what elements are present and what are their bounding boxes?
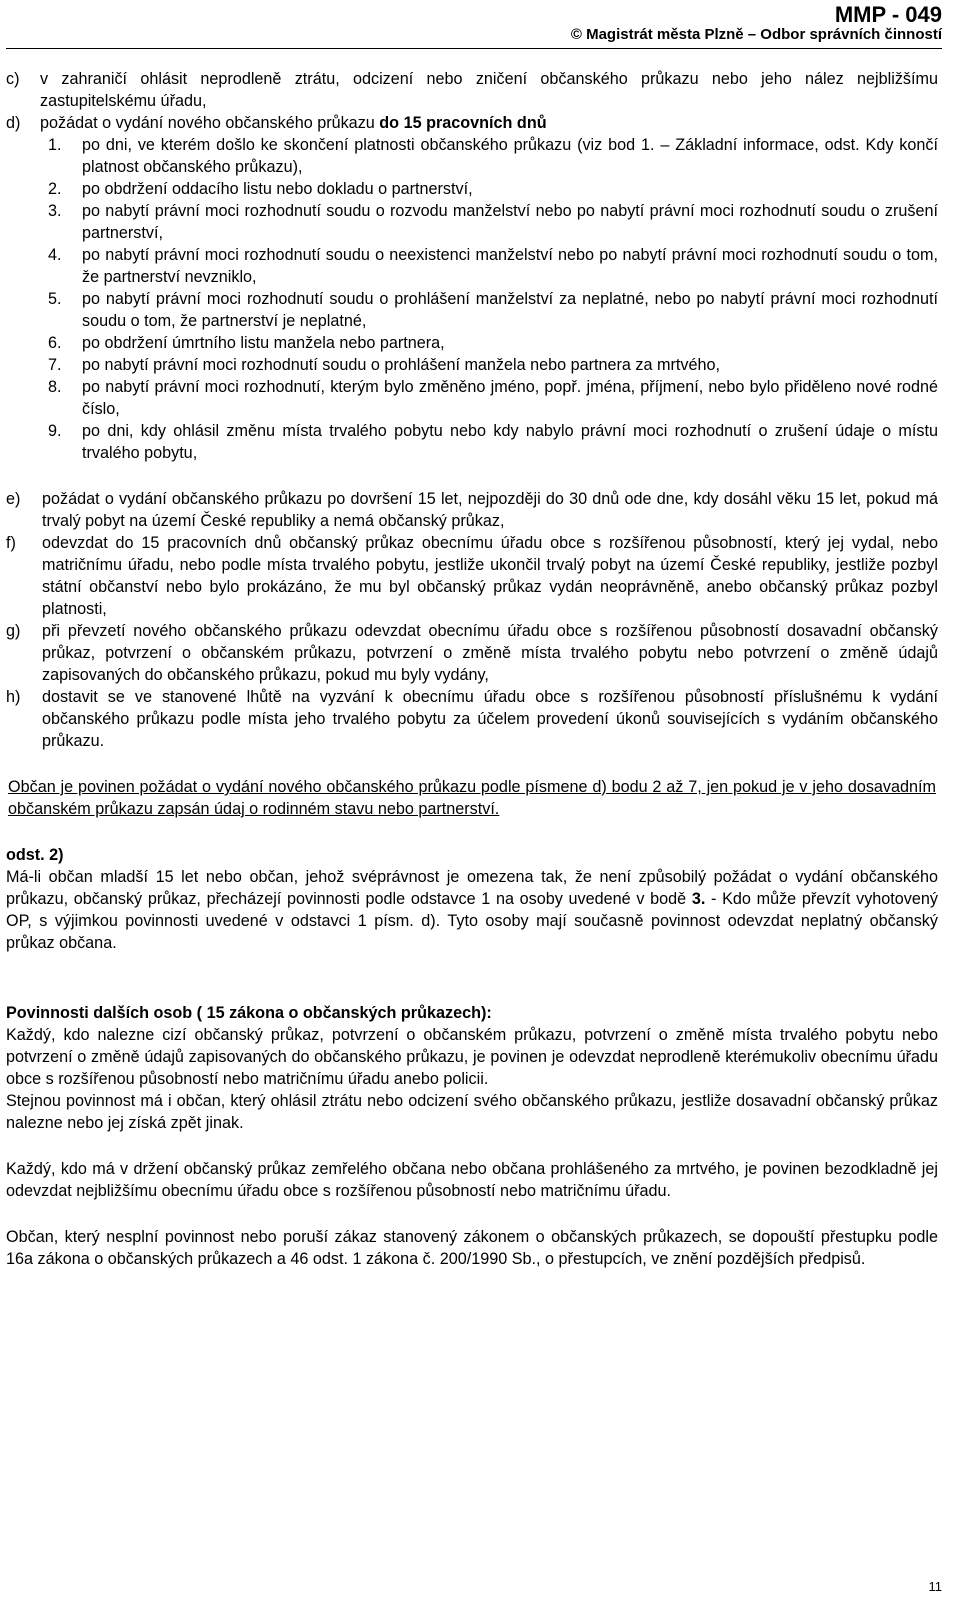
sub-list-number: 8.: [48, 378, 62, 396]
povinnosti-p4: Občan, který nesplní povinnost nebo poruší zákaz stanovený zákonem o občanských průkazech, se dopouští přestupku podle 16a zákona o občanských průkazech a 46 odst. 1 zákona č. 200/1990 Sb., o přestupcích, ve znění pozdějších předpisů.: [6, 1228, 938, 1268]
sub-list-item: [48, 332, 938, 354]
sub-list-item: [48, 288, 938, 332]
sub-list-number: 2.: [48, 180, 62, 198]
list-label: c): [6, 70, 20, 88]
sub-list-text: po nabytí právní moci rozhodnutí, kterým bylo změněno jméno, popř. jména, příjmení, nebo bylo přiděleno nové rodné číslo,: [82, 378, 938, 418]
sub-list-item: [48, 134, 938, 178]
sub-list-text: po dni, kdy ohlásil změnu místa trvalého pobytu nebo kdy nabylo právní moci rozhodnutí o zrušení údaje o místu trvalého pobytu,: [82, 422, 938, 462]
list-text: v zahraničí ohlásit neprodleně ztrátu, odcizení nebo zničení občanského průkazu nebo jeho nález nejbližšímu zastupitelskému úřadu,: [40, 70, 938, 110]
list-label: f): [6, 534, 16, 552]
list-item-e: [6, 488, 938, 532]
sub-list-d: [48, 134, 938, 464]
sub-list-text: po dni, ve kterém došlo ke skončení platnosti občanského průkazu (viz bod 1. – Základní informace, odst. Kdy končí platnost občanského průkazu),: [82, 136, 938, 176]
sub-list-item: [48, 244, 938, 288]
list-text-pre: požádat o vydání nového občanského průkazu: [40, 114, 380, 132]
sub-list-text: po obdržení oddacího listu nebo dokladu o partnerství,: [82, 180, 473, 198]
sub-list-item: [48, 200, 938, 244]
list-text: dostavit se ve stanovené lhůtě na vyzvání k obecnímu úřadu obce s rozšířenou působností příslušnému k vydání občanského průkazu podle místa jeho trvalého pobytu za účelem provedení úkonů souvisejících s vydáním občanského průkazu.: [42, 688, 938, 750]
list-item-f: [6, 532, 938, 620]
povinnosti-p2: Stejnou povinnost má i občan, který ohlásil ztrátu nebo odcizení svého občanského průkazu, jestliže dosavadní občanský průkaz nalezne nebo jej získá zpět jinak.: [6, 1092, 938, 1132]
povinnosti-p3: Každý, kdo má v držení občanský průkaz zemřelého občana nebo občana prohlášeného za mrtvého, je povinen bezodkladně jej odevzdat nejbližšímu obecnímu úřadu obce s rozšířenou působností nebo matričnímu úřadu.: [6, 1160, 938, 1200]
sub-list-item: [48, 354, 938, 376]
list-item-d: [6, 112, 938, 134]
document-body: [6, 68, 938, 1270]
list-label: d): [6, 114, 21, 132]
list-label: e): [6, 490, 21, 508]
list-text: [40, 112, 938, 134]
underlined-note: Občan je povinen požádat o vydání nového občanského průkazu podle písmene d) bodu 2 až 7, jen pokud je v jeho dosavadním občanském průkazu zapsán údaj o rodinném stavu nebo partnerství.: [8, 778, 936, 818]
odst2-text-pre: Má-li občan mladší 15 let nebo občan, jehož svéprávnost je omezena tak, že není způsobilý požádat o vydání občanského průkazu, občanský průkaz, přecházejí povinnosti podle odstavce 1 na osoby uvedené v bodě: [6, 868, 938, 908]
sub-list-number: 7.: [48, 356, 62, 374]
odst2-paragraph: [6, 866, 938, 954]
sub-list-number: 5.: [48, 290, 62, 308]
list-item-c: [6, 68, 938, 112]
sub-list-item: [48, 420, 938, 464]
list-item-g: [6, 620, 938, 686]
sub-list-text: po obdržení úmrtního listu manžela nebo partnera,: [82, 334, 445, 352]
list-label: h): [6, 688, 21, 706]
sub-list-number: 3.: [48, 202, 62, 220]
list-text: odevzdat do 15 pracovních dnů občanský průkaz obecnímu úřadu obce s rozšířenou působností, který jej vydal, nebo matričnímu úřadu, nebo podle místa trvalého pobytu, jestliže ukončil trvalý pobyt na území České republiky, jestliže pozbyl státní občanství nebo bylo prokázáno, že mu byl občanský průkaz vydán neoprávněně, anebo občanský průkaz pozbyl platnosti,: [42, 534, 938, 618]
odst2-text-bold: 3.: [691, 890, 706, 908]
sub-list-text: po nabytí právní moci rozhodnutí soudu o rozvodu manželství nebo po nabytí právní moci rozhodnutí soudu o zrušení partnerství,: [82, 202, 938, 242]
sub-list-item: [48, 178, 938, 200]
list-text: požádat o vydání občanského průkazu po dovršení 15 let, nejpozději do 30 dnů ode dne, kdy dosáhl věku 15 let, pokud má trvalý pobyt na území České republiky a nemá občanský průkaz,: [42, 490, 938, 530]
header-divider: [6, 48, 942, 49]
section-heading-povinnosti: [6, 1002, 938, 1024]
sub-list-number: 9.: [48, 422, 62, 440]
document-code: MMP - 049: [834, 2, 942, 27]
sub-list-number: 6.: [48, 334, 62, 352]
sub-list-number: 1.: [48, 136, 62, 154]
sub-list-text: po nabytí právní moci rozhodnutí soudu o prohlášení manžela nebo partnera za mrtvého,: [82, 356, 720, 374]
odst2-text-post: - Kdo může převzít vyhotovený OP, s výjimkou povinnosti uvedené v odstavci 1 písm. d). Tyto osoby mají současně povinnost odevzdat neplatný občanský průkaz občana.: [6, 890, 938, 952]
list-item-h: [6, 686, 938, 752]
list-text: při převzetí nového občanského průkazu odevzdat obecnímu úřadu obce s rozšířenou působností dosavadní občanský průkaz, potvrzení o občanském průkazu, potvrzení o změně místa trvalého pobytu nebo potvrzení o změně údajů zapisovaných do občanského průkazu, pokud mu byly vydány,: [42, 622, 938, 684]
list-text-bold: do 15 pracovních dnů: [379, 114, 547, 132]
sub-list-item: [48, 376, 938, 420]
povinnosti-p1: Každý, kdo nalezne cizí občanský průkaz, potvrzení o občanském průkazu, potvrzení o změně místa trvalého pobytu nebo potvrzení o změně údajů zapisovaných do občanského průkazu, je povinen je odevzdat neprodleně kterémukoliv obecnímu úřadu obce s rozšířenou působností nebo matričnímu úřadu anebo policii.: [6, 1026, 938, 1088]
sub-list-number: 4.: [48, 246, 62, 264]
header-organization: © Magistrát města Plzně – Odbor správních činností: [570, 26, 942, 43]
sub-list-text: po nabytí právní moci rozhodnutí soudu o neexistenci manželství nebo po nabytí právní moci rozhodnutí soudu o tom, že partnerství nevzniklo,: [82, 246, 938, 286]
section-heading-odst2: odst. 2): [6, 846, 64, 864]
heading-rest: ( 15 zákona o občanských průkazech):: [192, 1004, 492, 1022]
list-label: g): [6, 622, 21, 640]
sub-list-text: po nabytí právní moci rozhodnutí soudu o prohlášení manželství za neplatné, nebo po nabytí právní moci rozhodnutí soudu o tom, že partnerství je neplatné,: [82, 290, 938, 330]
page-number: 11: [928, 1579, 942, 1594]
heading-bold: Povinnosti dalších osob: [6, 1004, 193, 1022]
